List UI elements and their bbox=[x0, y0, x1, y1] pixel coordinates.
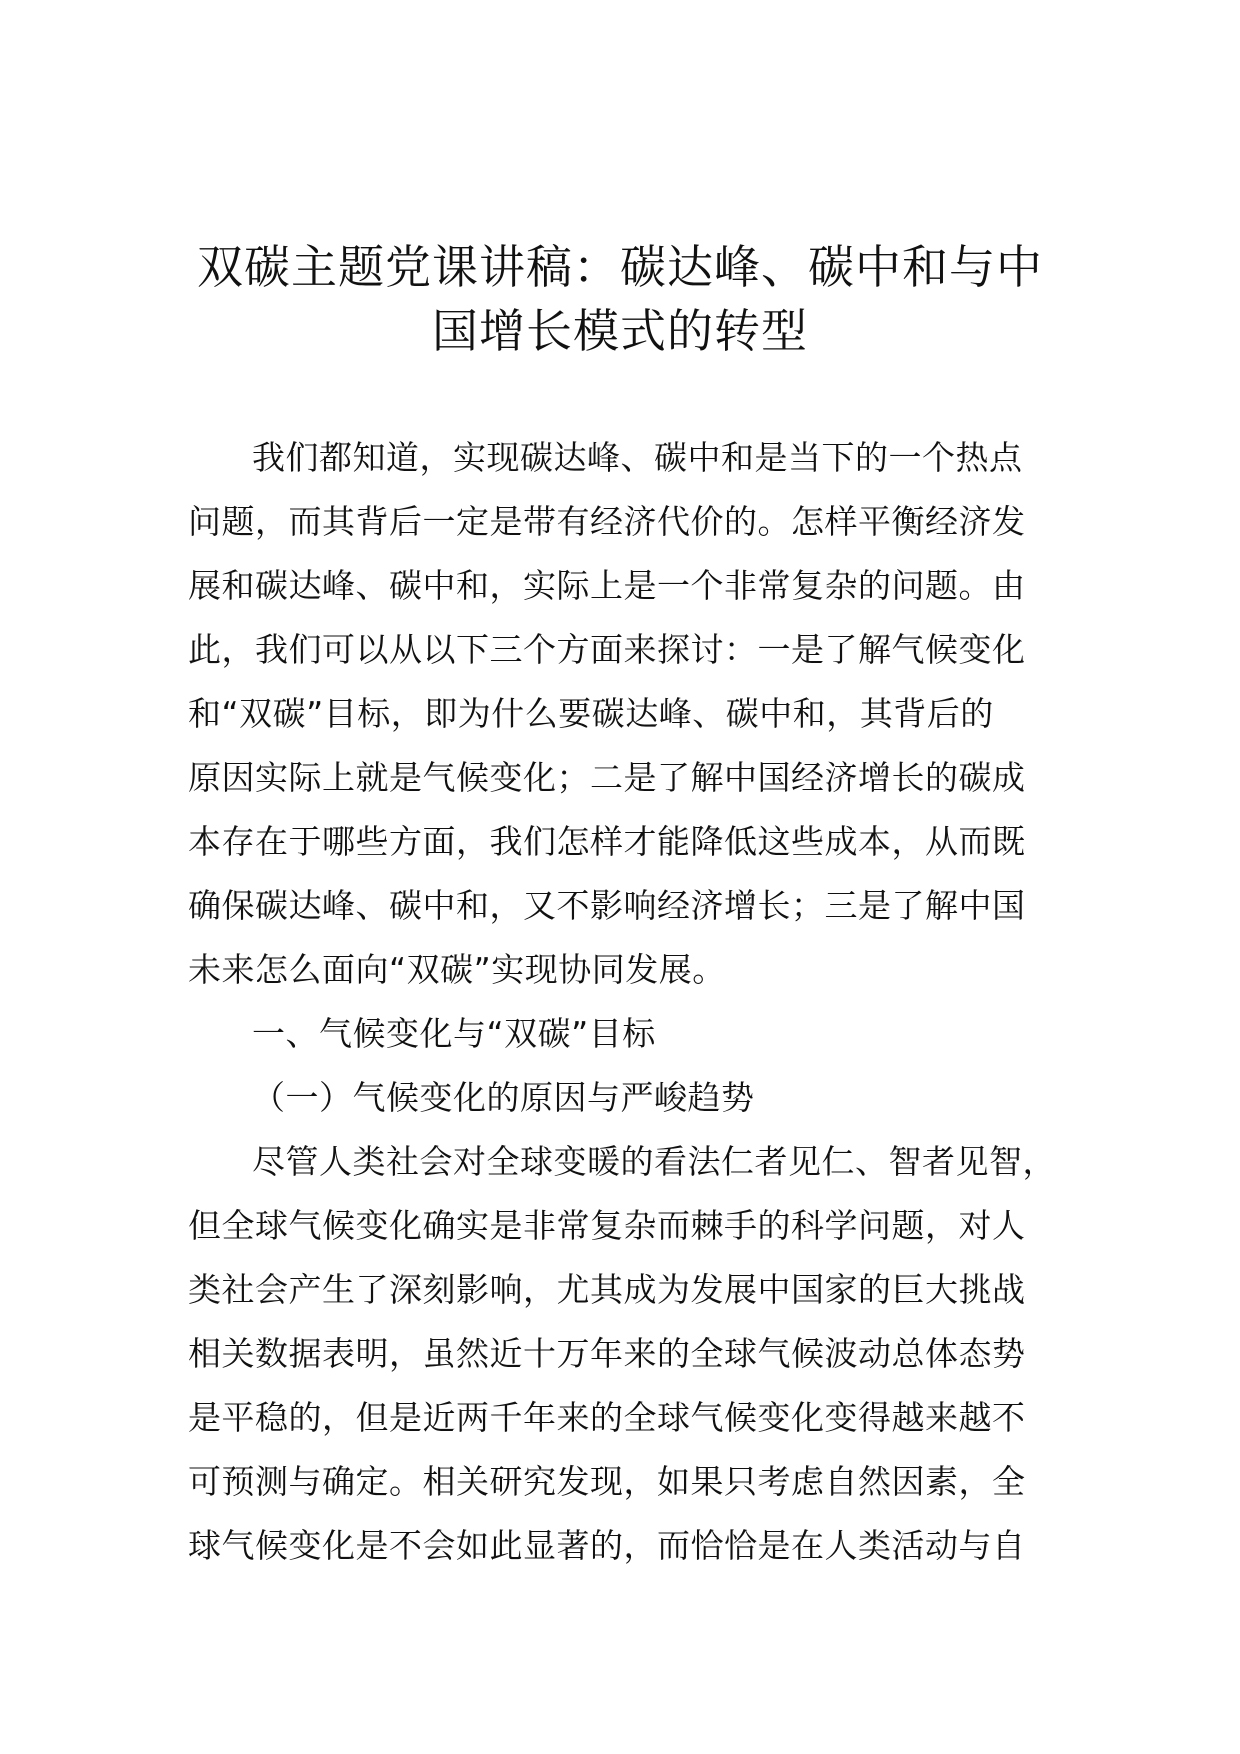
paragraph-line: 问题，而其背后一定是带有经济代价的。怎样平衡经济发 bbox=[188, 502, 1026, 541]
paragraph-line: 和“双碳”目标，即为什么要碳达峰、碳中和，其背后的 bbox=[188, 694, 994, 733]
paragraph-line: 本存在于哪些方面，我们怎样才能降低这些成本，从而既 bbox=[188, 822, 1026, 861]
paragraph-line: 但全球气候变化确实是非常复杂而棘手的科学问题，对人 bbox=[188, 1206, 1026, 1245]
paragraph-line: 未来怎么面向“双碳”实现协同发展。 bbox=[188, 950, 726, 989]
title-line-2: 国增长模式的转型 bbox=[432, 304, 808, 358]
subsection-heading: （一）气候变化的原因与严峻趋势 bbox=[252, 1078, 755, 1117]
title-line-1: 双碳主题党课讲稿：碳达峰、碳中和与中 bbox=[197, 240, 1043, 294]
document-title bbox=[150, 235, 1090, 363]
paragraph-line: 相关数据表明，虽然近十万年来的全球气候波动总体态势 bbox=[188, 1334, 1026, 1373]
section-heading: 一、气候变化与“双碳”目标 bbox=[252, 1014, 656, 1053]
paragraph-line: 球气候变化是不会如此显著的，而恰恰是在人类活动与自 bbox=[188, 1526, 1026, 1565]
paragraph-line: 原因实际上就是气候变化；二是了解中国经济增长的碳成 bbox=[188, 758, 1026, 797]
paragraph-line: 确保碳达峰、碳中和，又不影响经济增长；三是了解中国 bbox=[188, 886, 1026, 925]
paragraph-line: 展和碳达峰、碳中和，实际上是一个非常复杂的问题。由 bbox=[188, 566, 1026, 605]
paragraph-line: 我们都知道，实现碳达峰、碳中和是当下的一个热点 bbox=[252, 438, 1023, 477]
paragraph-line: 是平稳的，但是近两千年来的全球气候变化变得越来越不 bbox=[188, 1398, 1026, 1437]
paragraph-line: 可预测与确定。相关研究发现，如果只考虑自然因素，全 bbox=[188, 1462, 1026, 1501]
paragraph-line: 尽管人类社会对全球变暖的看法仁者见仁、智者见智， bbox=[252, 1142, 1056, 1181]
paragraph-line: 此，我们可以从以下三个方面来探讨：一是了解气候变化 bbox=[188, 630, 1026, 669]
paragraph-line: 类社会产生了深刻影响，尤其成为发展中国家的巨大挑战 bbox=[188, 1270, 1026, 1309]
